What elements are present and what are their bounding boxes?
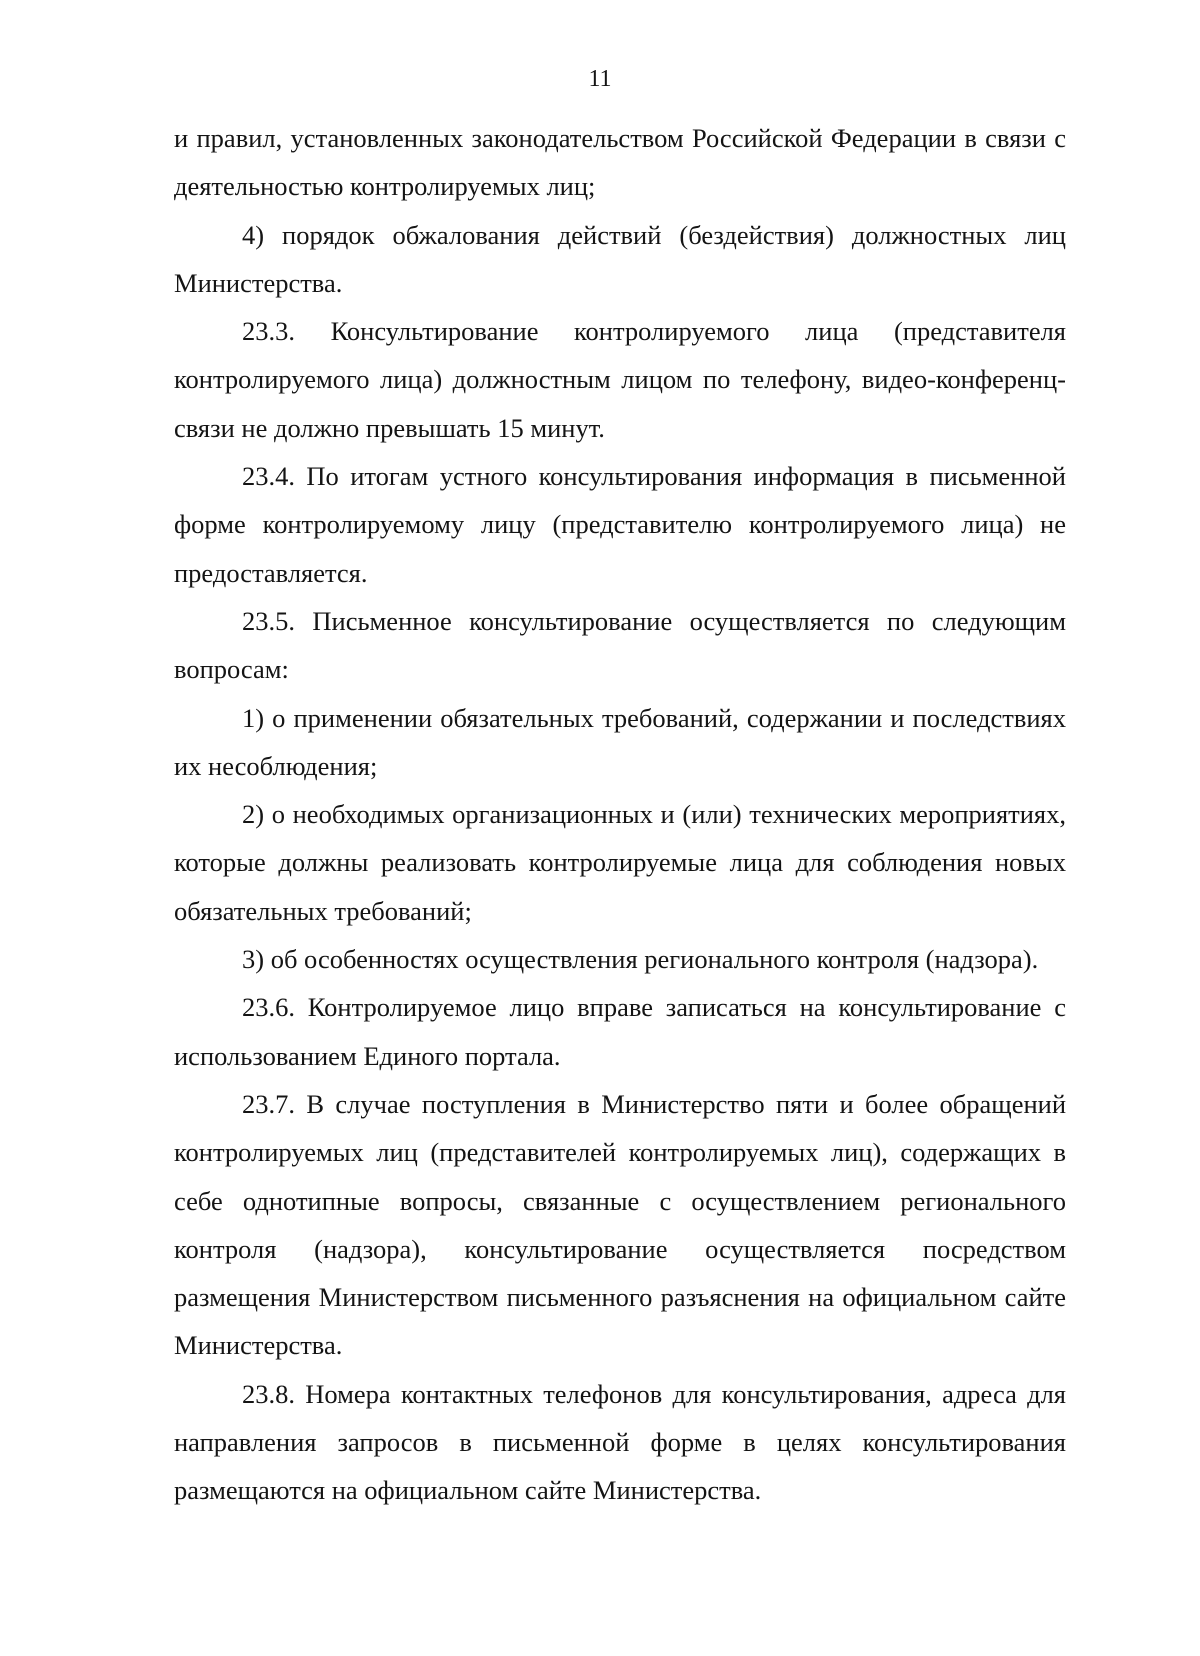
paragraph-item-4: 4) порядок обжалования действий (бездействия) должностных лиц Министерства. [174, 219, 1066, 298]
paragraph-list-item-1: 1) о применении обязательных требований, содержании и последствиях их несоблюдения; [174, 702, 1066, 781]
page-number: 11 [588, 66, 612, 92]
paragraph-list-item-3: 3) об особенностях осуществления регионального контроля (надзора). [242, 944, 1039, 975]
document-body [174, 114, 1066, 1515]
paragraph-list-item-2: 2) о необходимых организационных и (или) технических мероприятиях, которые должны реализовать контролируемые лица для соблюдения новых обязательных требований; [174, 799, 1066, 926]
paragraph-23-5: 23.5. Письменное консультирование осуществляется по следующим вопросам: [174, 605, 1066, 685]
paragraph-23-7: 23.7. В случае поступления в Министерство пяти и более обращений контролируемых лиц (представителей контролируемых лиц), содержащих в себе однотипные вопросы, связанные с осуществлением регионального контроля (надзора), консультирование осуществляется посредством размещения Министерством письменного разъяснения на официальном сайте Министерства. [174, 1088, 1066, 1361]
paragraph-continuation: и правил, установленных законодательством Российской Федерации в связи с деятельностью контролируемых лиц; [174, 123, 1066, 202]
paragraph-23-4: 23.4. По итогам устного консультирования информация в письменной форме контролируемому лицу (представителю контролируемого лица) не предоставляется. [174, 461, 1066, 588]
paragraph-23-6: 23.6. Контролируемое лицо вправе записаться на консультирование с использованием Единого портала. [174, 992, 1066, 1071]
paragraph-23-8: 23.8. Номера контактных телефонов для консультирования, адреса для направления запросов в письменной форме в целях консультирования размещаются на официальном сайте Министерства. [174, 1378, 1066, 1506]
paragraph-23-3: 23.3. Консультирование контролируемого лица (представителя контролируемого лица) должностным лицом по телефону, видео-конференц-связи не должно превышать 15 минут. [174, 316, 1066, 443]
